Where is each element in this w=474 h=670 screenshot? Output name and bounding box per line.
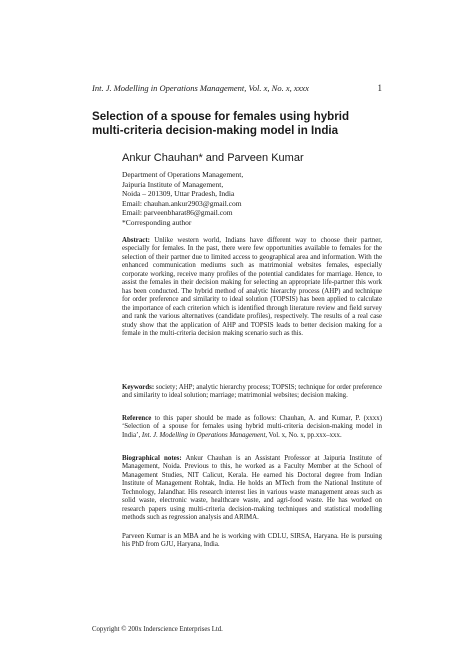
corresponding-author-note: *Corresponding author — [122, 217, 192, 227]
paper-title — [92, 110, 392, 138]
reference-text: to this paper should be made as follows: Chauhan, A. and Kumar, P. (xxxx) ‘Selection of a spouse for females using hybrid multi-criteria decision-making model in India’, — [122, 415, 382, 439]
bio-label: Biographical notes: — [122, 455, 182, 462]
abstract-label: Abstract: — [122, 237, 150, 244]
title-line-2: multi-criteria decision-making model in India — [92, 124, 339, 137]
reference — [122, 415, 382, 440]
abstract-text: Unlike western world, Indians have different way to choose their partner, especially for females. In the past, there were few opportunities available to females for the selection of their partner due to limited access to geographical area and information. With the enhanced communication mediums such as matrimonial websites females, especially corporate working, receive many profiles of the potential candidates for marriage. Hence, to assist the females in their decision making for selecting an appropriate life-partner this work has been conducted. The hybrid method of analytic hierarchy process (AHP) and technique for order preference and similarity to ideal solution (TOPSIS) has been applied to calculate the importance of each criterion which is identified through literature review and field survey and rank the various alternatives (candidate profiles), respectively. The results of a real case study show that the application of AHP and TOPSIS leads to better decision making for a female in the multi-criteria decision making scenario such as this. — [122, 237, 383, 337]
abstract — [122, 237, 382, 338]
keywords-text: society; AHP; analytic hierarchy process; TOPSIS; technique for order preference and similarity to ideal solution; marriage; matrimonial websites; decision making. — [122, 384, 382, 400]
keywords — [122, 384, 382, 401]
reference-volume: , Vol. x, No. x, pp.xxx–xxx. — [265, 431, 342, 439]
biographical-notes — [122, 455, 382, 523]
copyright-notice: Copyright © 200x Inderscience Enterprises Ltd. — [92, 626, 223, 633]
title-line-1: Selection of a spouse for females using hybrid — [92, 110, 350, 123]
affiliation-institute: Jaipuria Institute of Management, — [122, 179, 224, 189]
affiliation-block — [122, 170, 382, 228]
affiliation-email-2: Email: parveenbharat86@gmail.com — [122, 208, 233, 218]
affiliation-department: Department of Operations Management, — [122, 170, 244, 179]
affiliation-email-1: Email: chauhan.ankur2903@gmail.com — [122, 198, 242, 208]
reference-journal: Int. J. Modelling in Operations Management — [141, 431, 266, 439]
authors: Ankur Chauhan* and Parveen Kumar — [122, 152, 304, 164]
page-number: 1 — [377, 83, 382, 93]
keywords-label: Keywords: — [122, 384, 155, 391]
affiliation-address: Noida – 201309, Uttar Pradesh, India — [122, 189, 235, 199]
running-head: Int. J. Modelling in Operations Management, Vol. x, No. x, xxxx — [92, 83, 309, 93]
biographical-notes-second: Parveen Kumar is an MBA and he is working with CDLU, SIRSA, Haryana. He is pursuing his PhD from GJU, Haryana, India. — [122, 533, 382, 549]
reference-label: Reference — [122, 415, 152, 422]
bio-text: Ankur Chauhan is an Assistant Professor at Jaipuria Institute of Management, Noida. Previous to this, he worked as a Faculty Member at the School of Management Studies, NIT Calicut, Kerala. He earned his Doctoral degree from Indian Institute of Management Rohtak, India. He holds an MTech from the National Institute of Technology, Jalandhar. His research interest lies in various waste management areas such as solid waste, electronic waste, healthcare waste, and agri-food waste. He has worked on research papers using multi-criteria decision-making techniques and statistical modelling methods such as regression analysis and ARIMA. — [122, 455, 383, 522]
